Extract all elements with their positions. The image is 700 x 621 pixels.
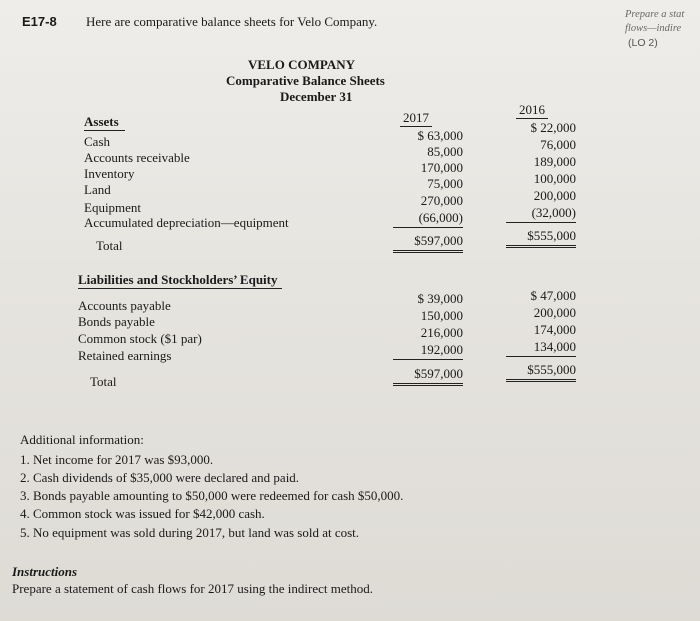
asset-value-2016: 200,000 bbox=[533, 188, 576, 203]
additional-info-item: 4. Common stock was issued for $42,000 cash. bbox=[20, 506, 265, 521]
liability-label: Accounts payable bbox=[78, 298, 171, 313]
margin-note bbox=[625, 8, 684, 36]
asset-value-2016: $ 22,000 bbox=[530, 120, 576, 135]
asset-label: Land bbox=[84, 182, 111, 197]
liability-value-2016: 174,000 bbox=[533, 322, 576, 337]
asset-value-2017: $ 63,000 bbox=[417, 128, 463, 143]
asset-value-2016: (32,000) bbox=[506, 205, 576, 223]
margin-note-line: flows—indire bbox=[625, 23, 682, 34]
liability-value-2016: 134,000 bbox=[506, 339, 576, 357]
asset-label: Accounts receivable bbox=[84, 150, 190, 165]
asset-value-2017: (66,000) bbox=[393, 210, 463, 228]
liability-label: Retained earnings bbox=[78, 348, 172, 363]
asset-value-2017: 270,000 bbox=[420, 193, 463, 208]
company-name: VELO COMPANY bbox=[248, 57, 356, 72]
liability-value-2016: $ 47,000 bbox=[530, 288, 576, 303]
asset-value-2016: 100,000 bbox=[533, 171, 576, 186]
asset-label: Equipment bbox=[84, 200, 142, 215]
exercise-number: E17-8 bbox=[22, 14, 57, 29]
asset-label: Accumulated depreciation—equipment bbox=[84, 215, 289, 230]
asset-value-2017: 75,000 bbox=[427, 176, 463, 191]
liability-value-2017: 192,000 bbox=[393, 342, 463, 360]
liabilities-total-2017: $597,000 bbox=[393, 366, 463, 386]
learning-objective-tag: (LO 2) bbox=[628, 37, 658, 49]
year-header-2016: 2016 bbox=[516, 102, 548, 119]
exercise-prompt: Here are comparative balance sheets for Velo Company. bbox=[86, 14, 378, 29]
additional-info-item: 3. Bonds payable amounting to $50,000 were redeemed for cash $50,000. bbox=[20, 488, 404, 503]
liability-value-2017: $ 39,000 bbox=[417, 291, 463, 306]
assets-total-2016: $555,000 bbox=[506, 228, 576, 248]
instructions-title: Instructions bbox=[12, 564, 78, 579]
margin-note-line: Prepare a stat bbox=[625, 9, 685, 20]
assets-heading: Assets bbox=[84, 114, 125, 131]
assets-total-2017: $597,000 bbox=[393, 233, 463, 253]
statement-title: Comparative Balance Sheets bbox=[226, 73, 385, 88]
instructions-text: Prepare a statement of cash flows for 2017 using the indirect method. bbox=[12, 581, 374, 596]
liability-label: Common stock ($1 par) bbox=[78, 331, 202, 346]
liability-value-2017: 216,000 bbox=[420, 325, 463, 340]
additional-info-item: 1. Net income for 2017 was $93,000. bbox=[20, 452, 214, 467]
liability-value-2016: 200,000 bbox=[533, 305, 576, 320]
liabilities-heading: Liabilities and Stockholders’ Equity bbox=[78, 272, 282, 289]
asset-label: Cash bbox=[84, 134, 110, 149]
additional-info-title: Additional information: bbox=[20, 432, 144, 447]
year-header-2017: 2017 bbox=[400, 110, 432, 127]
asset-value-2016: 189,000 bbox=[533, 154, 576, 169]
liability-value-2017: 150,000 bbox=[420, 308, 463, 323]
assets-total-label: Total bbox=[96, 238, 123, 253]
liability-label: Bonds payable bbox=[78, 314, 155, 329]
liabilities-total-2016: $555,000 bbox=[506, 362, 576, 382]
asset-value-2017: 170,000 bbox=[420, 160, 463, 175]
additional-info-item: 2. Cash dividends of $35,000 were declared and paid. bbox=[20, 470, 300, 485]
asset-value-2017: 85,000 bbox=[427, 144, 463, 159]
asset-value-2016: 76,000 bbox=[540, 137, 576, 152]
statement-date: December 31 bbox=[280, 89, 353, 104]
liabilities-total-label: Total bbox=[90, 374, 117, 389]
additional-info-item: 5. No equipment was sold during 2017, but land was sold at cost. bbox=[20, 525, 360, 540]
asset-label: Inventory bbox=[84, 166, 135, 181]
